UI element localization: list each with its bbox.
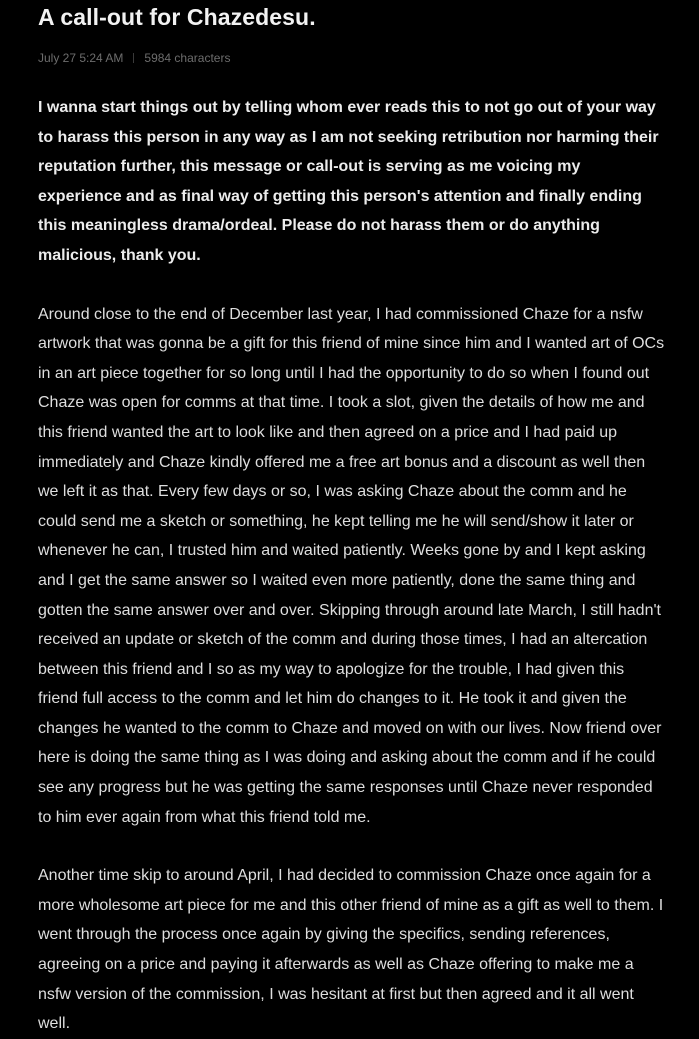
character-count: 5984 characters <box>144 51 231 65</box>
body-paragraph-1: Around close to the end of December last year, I had commissioned Chaze for a nsfw artwork that was gonna be a gift for this friend of mine since him and I wanted art of OCs in an art piece together for so long until I had the opportunity to do so when I found out Chaze was open for comms at that time. I took a slot, given the details of how me and this friend wanted the art to look like and then agreed on a price and I had paid up immediately and Chaze kindly offered me a free art bonus and a discount as well then we left it as that. Every few days or so, I was asking Chaze about the comm and he could send me a sketch or something, he kept telling me he will send/show it later or whenever he can, I trusted him and waited patiently. Weeks gone by and I kept asking and I get the same answer so I waited even more patiently, done the same thing and gotten the same answer over and over. Skipping through around late March, I still hadn't received an update or sketch of the comm and during those times, I had an altercation between this friend and I so as my way to apologize for the trouble, I had given this friend full access to the comm and let him do changes to it. He took it and given the changes he wanted to the comm to Chaze and moved on with our lives. Now friend over here is doing the same thing as I was doing and asking about the comm and if he could see any progress but he was getting the same responses until Chaze never responded to him ever again from what this friend told me. <box>38 305 665 826</box>
post-container <box>38 0 666 1039</box>
body-paragraph-2: Another time skip to around April, I had decided to commission Chaze once again for a more wholesome art piece for me and this other friend of mine as a gift as well to them. I went through the process once again by giving the specifics, sending references, agreeing on a price and paying it afterwards as well as Chaze offering to make me a nsfw version of the commission, I was hesitant at first but then agreed and it all went well. <box>38 867 664 1033</box>
meta-divider <box>133 53 134 63</box>
post-date: July 27 5:24 AM <box>38 51 124 65</box>
post-title: A call-out for Chazedesu. <box>38 4 316 30</box>
intro-paragraph: I wanna start things out by telling whom ever reads this to not go out of your way to harass this person in any way as I am not seeking retribution nor harming their reputation further, this message or call-out is serving as me voicing my experience and as final way of getting this person's attention and finally ending this meaningless drama/ordeal. Please do not harass them or do anything malicious, thank you. <box>38 99 659 264</box>
post-meta <box>38 49 666 67</box>
